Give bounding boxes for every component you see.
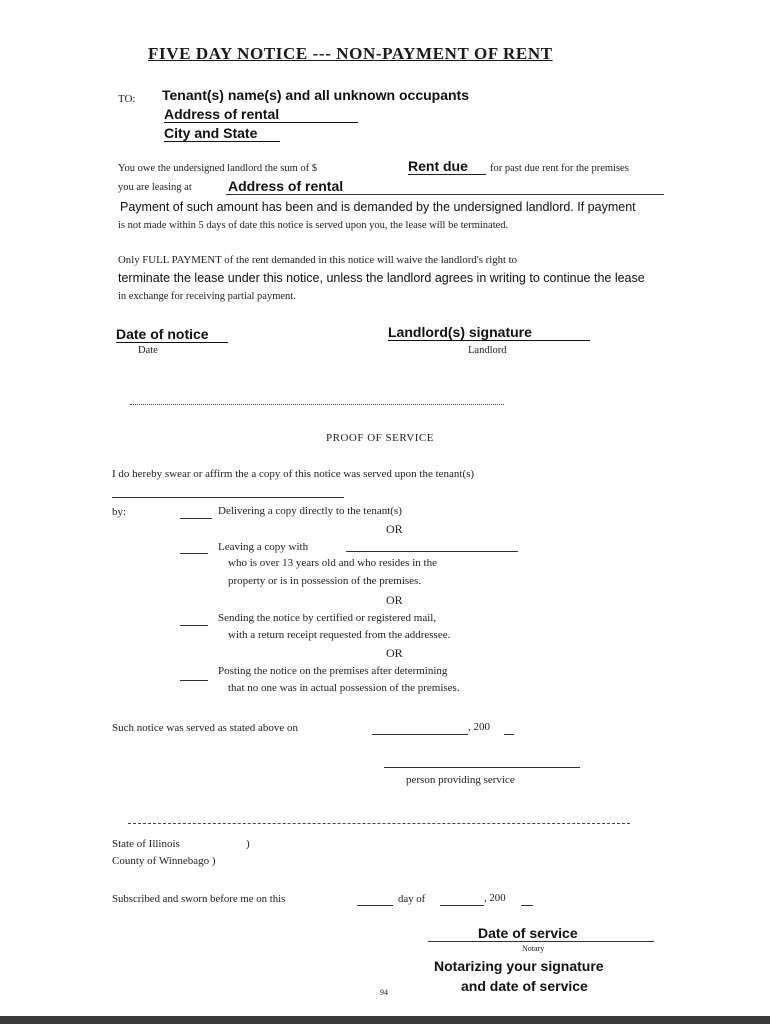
state-label: State of Illinois xyxy=(112,838,180,850)
county-label: County of Winnebago ) xyxy=(112,855,216,867)
notarizing-line2: and date of service xyxy=(461,978,588,994)
landlord-label: Landlord xyxy=(468,345,507,356)
notary-signature-line xyxy=(428,941,654,942)
notary-divider xyxy=(128,823,630,824)
para1-line3: Payment of such amount has been and is demanded by the undersigned landlord. If payment xyxy=(120,200,636,214)
tenant-served-line xyxy=(112,497,344,498)
option2-name-line xyxy=(346,551,518,552)
or-2: OR xyxy=(386,593,403,607)
notary-label: Notary xyxy=(522,944,545,953)
option4-line2: that no one was in actual possession of the premises. xyxy=(228,682,460,694)
option2-line1: Leaving a copy with xyxy=(218,541,309,553)
served-on-text: Such notice was served as stated above on xyxy=(112,722,299,734)
para1-line1-pre: You owe the undersigned landlord the sum of $ xyxy=(118,163,317,174)
rental-address-value: Address of rental xyxy=(228,178,344,194)
para1-line4: is not made within 5 days of date this notice is served upon you, the lease will be terminated. xyxy=(118,220,509,231)
page-number: 94 xyxy=(380,988,388,997)
option3-line2: with a return receipt requested from the addressee. xyxy=(228,629,451,641)
by-label: by: xyxy=(112,506,127,518)
served-year: , 200 xyxy=(468,721,490,733)
or-1: OR xyxy=(386,522,403,536)
option2-line3: property or is in possession of the premises. xyxy=(228,575,422,587)
rent-due-value: Rent due xyxy=(408,158,486,175)
subscribed-day-line xyxy=(357,905,393,906)
subscribed-text: Subscribed and sworn before me on this xyxy=(112,893,286,905)
server-label: person providing service xyxy=(406,774,515,786)
or-3: OR xyxy=(386,646,403,660)
tenant-names: Tenant(s) name(s) and all unknown occupants xyxy=(162,87,469,103)
landlord-signature-value: Landlord(s) signature xyxy=(388,324,590,341)
notarizing-line1: Notarizing your signature xyxy=(434,958,604,974)
option4-line1: Posting the notice on the premises after determining xyxy=(218,665,448,677)
para2-line2: terminate the lease under this notice, unless the landlord agrees in writing to continue the lease xyxy=(118,271,645,285)
subscribed-month-line xyxy=(440,905,484,906)
subscribed-year: , 200 xyxy=(484,892,506,904)
date-label: Date xyxy=(138,345,158,356)
served-year-line xyxy=(504,734,514,735)
para2-line3: in exchange for receiving partial payment. xyxy=(118,291,296,302)
para2-line1: Only FULL PAYMENT of the rent demanded in this notice will waive the landlord's right to xyxy=(118,254,518,266)
option1-checkbox-line xyxy=(180,518,212,519)
state-paren: ) xyxy=(246,838,250,850)
option3-checkbox-line xyxy=(180,625,208,626)
option4-checkbox-line xyxy=(180,680,208,681)
option2-checkbox-line xyxy=(180,553,208,554)
para1-line1-post: for past due rent for the premises xyxy=(490,163,629,174)
para1-line2-pre: you are leasing at xyxy=(118,182,192,193)
bottom-border xyxy=(0,1016,770,1024)
tenant-address: Address of rental xyxy=(164,106,358,123)
to-label: TO: xyxy=(118,93,136,105)
served-date-line xyxy=(372,734,468,735)
proof-intro: I do hereby swear or affirm the a copy of this notice was served upon the tenant(s) xyxy=(112,468,475,480)
server-signature-line xyxy=(384,767,580,768)
proof-heading: PROOF OF SERVICE xyxy=(326,432,434,444)
address-line xyxy=(226,194,664,195)
section-divider xyxy=(130,404,504,405)
date-of-service-value: Date of service xyxy=(478,925,578,941)
day-of-text: day of xyxy=(398,893,426,905)
tenant-city-state: City and State xyxy=(164,125,280,142)
notice-title: FIVE DAY NOTICE --- NON-PAYMENT OF RENT xyxy=(148,44,553,63)
option1-text: Delivering a copy directly to the tenant(s) xyxy=(218,505,402,517)
option2-line2: who is over 13 years old and who resides in the xyxy=(228,557,437,569)
notice-date-value: Date of notice xyxy=(116,326,228,343)
option3-line1: Sending the notice by certified or registered mail, xyxy=(218,612,437,624)
subscribed-year-line xyxy=(521,905,533,906)
